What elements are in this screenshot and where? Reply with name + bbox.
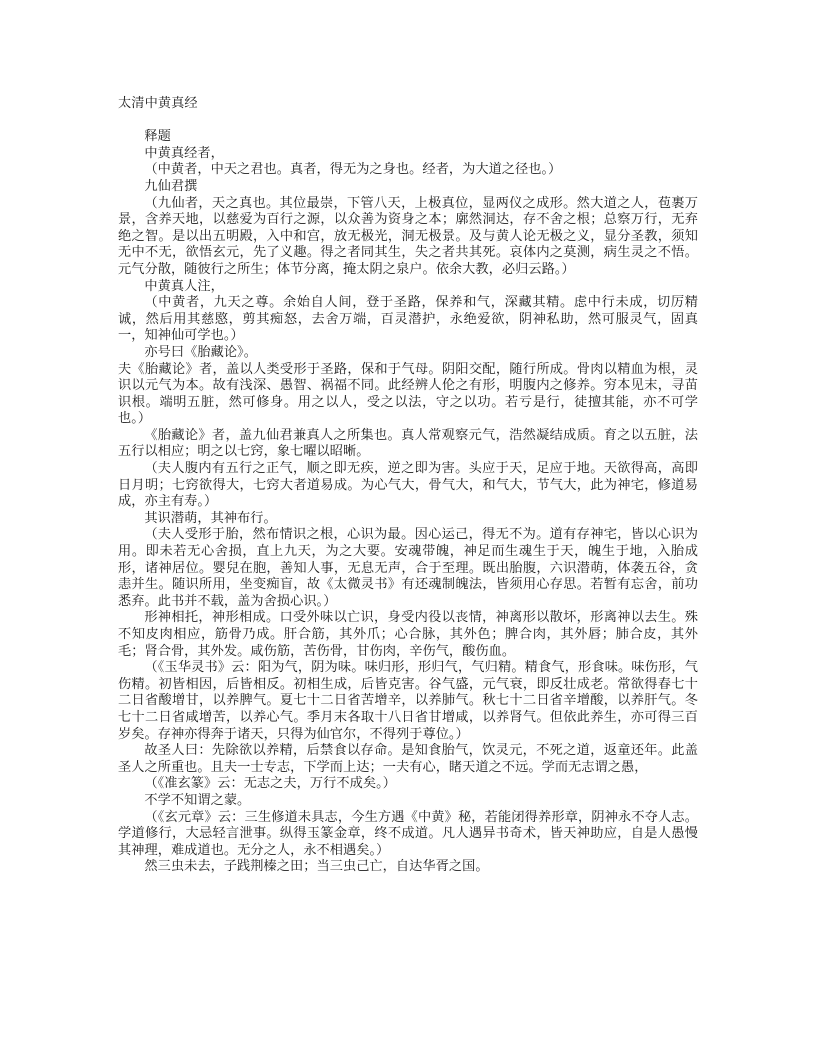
line-yihaoyue-taicanglun: 亦号曰《胎藏论》。 (144, 344, 257, 360)
para-ran-sanchong: 然三虫未去，子践荆榛之田；当三虫己亡，自达华胥之国。 (144, 859, 489, 875)
line-zhonghuang-zhenren-zhu: 中黄真人注， (144, 278, 224, 294)
page-title: 太清中黄真经 (118, 96, 198, 111)
para-gushengren-yue: 故圣人曰：先除欲以养精，后禁食以存命。是知食胎气，饮灵元，不死之道，返童还年。此盖圣人之所重也。且夫一士专志，下学而上达；一夫有心，睹天道之不远。学而无志谓之愚， (118, 743, 698, 775)
note-yuhualingshu: （《玉华灵书》云：阳为气，阴为味。味归形，形归气，气归精。精食气，形食味。味伤形，气伤精。初皆相因，后皆相反。初相生成，后皆克害。谷气盛，元气衰，即反壮成老。常欲得春七十二日省酸增甘，以养脾气。夏七十二日省苦增辛，以养肺气。秋七十二日省辛增酸，以养肝气。冬七十二日省咸增苦，以养心气。季月末各取十八日省甘增咸，以养肾气。但依此养生，亦可得三百岁矣。存神亦得奔于诸天，只得为仙官尔，不得列于尊位。） (118, 660, 698, 742)
line-buxue-buzhi: 不学不知谓之蒙。 (144, 792, 251, 808)
para-fu-taicanglun: 夫《胎藏论》者，盖以人类受形于圣路，保和于气母。阴阳交配，随行所成。骨肉以精血为根，灵识以元气为本。故有浅深、愚智、祸福不同。此经辨人伦之有形，明腹内之修养。穷本见末，寻苗识根。端明五脏，然可修身。用之以人，受之以法，守之以功。若亏是行，徒擅其能，亦不可学也。） (118, 361, 698, 427)
note-xuanyuanzhang: （《玄元章》云：三生修道未具志，今生方遇《中黄》秘，若能闭得养形章，阴神永不夺人志。学道修行，大忌轻言泄事。纵得玉篆金章，终不成道。凡人遇异书奇术，皆天神助应，自是人愚慢其神理，难成道也。无分之人，永不相遇矣。） (118, 809, 698, 858)
note-zhonghuang-zhenren: （中黄者，九天之尊。余始自人间，登于圣路，保养和气，深藏其精。虑中行未成，切厉精诚，然后用其慈愍，剪其痴怒，去舍万端，百灵潜护，永绝爱欲，阴神私助，然可服灵气，固真一，知神仙可学也。） (118, 295, 698, 344)
line-jiuxianjun-zhuan: 九仙君撰 (144, 178, 198, 194)
para-xingshen-xiangtuo: 形神相托，神形相成。口受外味以亡识，身受内役以丧情，神离形以散坏，形离神以去生。殊不知皮肉相应，筋骨乃成。肝合筋，其外爪；心合脉，其外色；脾合肉，其外唇；肺合皮，其外毛；肾合骨，其外发。咸伤筋，苦伤骨，甘伤肉，辛伤气，酸伤血。 (118, 610, 698, 659)
line-zhonghuang-zhenjing-zhe: 中黄真经者， (144, 145, 224, 161)
para-taicanglun-zhe: 《胎藏论》者，盖九仙君兼真人之所集也。真人常观察元气，浩然凝结成质。育之以五脏，法五行以相应；明之以七窍，象七曜以昭晰。 (118, 427, 698, 460)
note-furen-shouxing: （夫人受形于胎，然布情识之根，心识为最。因心运己，得无不为。道有存神宅，皆以心识为用。即未若无心舍损，直上九天，为之大要。安魂带魄，神足而生魂生于天，魄生于地，入胎成形，诸神居位。婴兒在胞，善知人事，无息无声，合于至理。既出胎腹，六识潜萌，体袭五谷，贪恚并生。随识所用，坐变痴盲，故《太微灵书》有还魂制魄法，皆须用心存思。若暂有忘舍，前功悉弃。此书并不载，盖为舍损心识。） (118, 527, 698, 609)
document-body (118, 96, 698, 876)
note-zhunxuanzhuan: （《准玄篆》云：无志之夫，万行不成矣。） (144, 776, 396, 792)
note-jiuxianjun: （九仙者，天之真也。其位最崇，下管八天，上极真位，显两仪之成形。然大道之人，苞裹万景，含养天地，以慈爱为百行之源，以众善为资身之本；廓然洞达，存不舍之根；总察万行，无弃绝之智。是以出五明殿，入中和宫，放无极光，洞无极景。及与黄人论无极之义，显分圣教，须知无中不无，欲悟玄元，先了义趣。得之者同其生，失之者共其死。哀体内之莫测，病生灵之不悟。元气分散，随彼行之所生；体节分离，掩太阴之泉户。依余大教，必归云路。） (118, 195, 698, 277)
line-qishi-qianmeng: 其识潜萌，其神布行。 (144, 510, 277, 526)
paragraph-container (118, 129, 698, 876)
note-zhonghuang-zhenjing: （中黄者，中天之君也。真者，得无为之身也。经者，为大道之径也。） (144, 162, 562, 178)
note-furen-funei: （夫人腹内有五行之正气，顺之即无疾，逆之即为害。头应于天，足应于地。天欲得高，高即日月明；七窍欲得大，七窍大者道易成。为心气大，骨气大，和气大，节气大，此为神宅，修道易成，亦主有寿。） (118, 461, 698, 510)
heading-shiti: 释题 (144, 129, 171, 145)
